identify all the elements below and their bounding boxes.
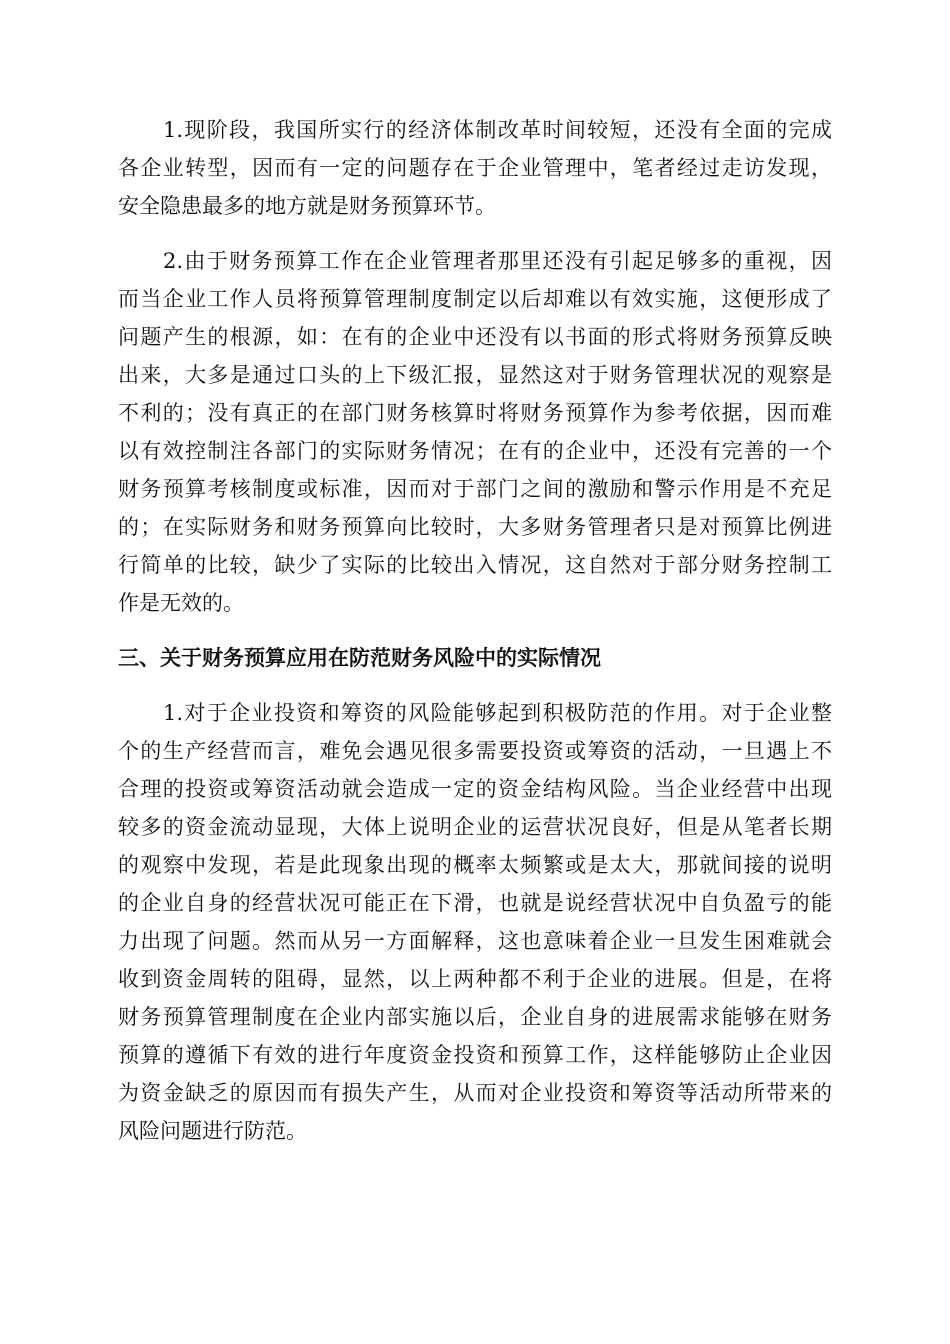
text-line: 财务预算考核制度或标准，因而对于部门之间的激励和警示作用是不充足 — [118, 477, 832, 501]
text-line: 问题产生的根源，如：在有的企业中还没有以书面的形式将财务预算反映 — [118, 325, 832, 349]
text-line: 而当企业工作人员将预算管理制度制定以后却难以有效实施，这便形成了 — [118, 287, 832, 311]
text-line: 1.对于企业投资和筹资的风险能够起到积极防范的作用。对于企业整 — [163, 701, 832, 725]
text-line: 各企业转型，因而有一定的问题存在于企业管理中，笔者经过走访发现， — [118, 156, 832, 180]
text-line: 较多的资金流动显现，大体上说明企业的运营状况良好，但是从笔者长期 — [118, 815, 832, 839]
section-heading: 三、关于财务预算应用在防范财务风险中的实际情况 — [118, 645, 601, 670]
paragraph-2 — [118, 242, 832, 622]
text-line: 预算的遵循下有效的进行年度资金投资和预算工作，这样能够防止企业因 — [118, 1043, 832, 1067]
text-line: 不利的；没有真正的在部门财务核算时将财务预算作为参考依据，因而难 — [118, 401, 832, 425]
text-line: 出来，大多是通过口头的上下级汇报，显然这对于财务管理状况的观察是 — [118, 363, 832, 387]
text-line: 2.由于财务预算工作在企业管理者那里还没有引起足够多的重视，因 — [163, 249, 832, 273]
paragraph-3 — [118, 694, 832, 1150]
text-line: 的；在实际财务和财务预算向比较时，大多财务管理者只是对预算比例进 — [118, 515, 832, 539]
text-line: 财务预算管理制度在企业内部实施以后，企业自身的进展需求能够在财务 — [118, 1005, 832, 1029]
text-line: 为资金缺乏的原因而有损失产生，从而对企业投资和筹资等活动所带来的 — [118, 1081, 832, 1105]
text-line: 以有效控制注各部门的实际财务情况；在有的企业中，还没有完善的一个 — [118, 439, 832, 463]
text-line: 1.现阶段，我国所实行的经济体制改革时间较短，还没有全面的完成 — [163, 118, 832, 142]
text-line: 行简单的比较，缺少了实际的比较出入情况，这自然对于部分财务控制工 — [118, 553, 832, 577]
document-page — [118, 111, 832, 1167]
text-line: 安全隐患最多的地方就是财务预算环节。 — [118, 194, 496, 218]
text-line: 收到资金周转的阻碍，显然，以上两种都不利于企业的进展。但是，在将 — [118, 967, 832, 991]
text-line: 的观察中发现，若是此现象出现的概率太频繁或是太大，那就间接的说明 — [118, 853, 832, 877]
text-line: 合理的投资或筹资活动就会造成一定的资金结构风险。当企业经营中出现 — [118, 777, 832, 801]
text-line: 风险问题进行防范。 — [118, 1119, 307, 1143]
text-line: 作是无效的。 — [118, 591, 244, 615]
text-line: 力出现了问题。然而从另一方面解释，这也意味着企业一旦发生困难就会 — [118, 929, 832, 953]
text-line: 个的生产经营而言，难免会遇见很多需要投资或筹资的活动，一旦遇上不 — [118, 739, 832, 763]
text-line: 的企业自身的经营状况可能正在下滑，也就是说经营状况中自负盈亏的能 — [118, 891, 832, 915]
paragraph-1 — [118, 111, 832, 225]
